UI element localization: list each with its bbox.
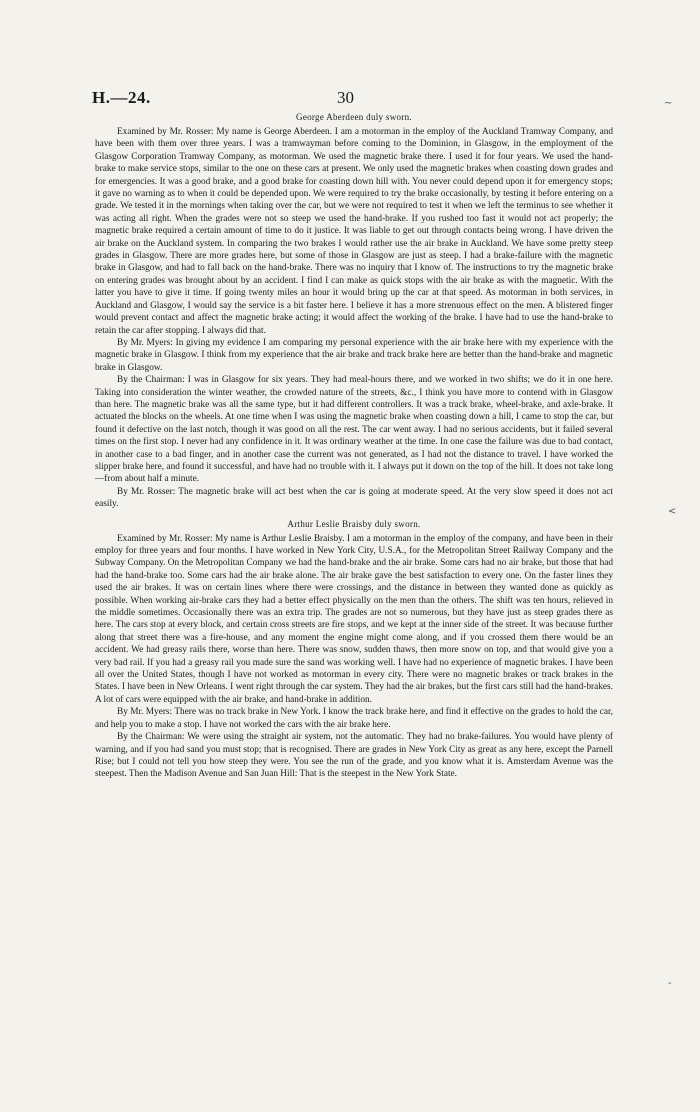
- document-body: [95, 112, 613, 781]
- section-title-aberdeen: [95, 112, 613, 122]
- paragraph: By Mr. Myers: In giving my evidence I am comparing my personal experience with the air brake here with my experience with the magnetic brake in Glasgow. I think from my experience that the air brake and track brake here are better than the hand-brake and magnetic brake in Glasgow.: [95, 337, 613, 373]
- section-title-text: George Aberdeen duly sworn.: [296, 112, 412, 122]
- page-number: 30: [337, 88, 354, 107]
- margin-mark-top: ~: [664, 98, 673, 109]
- paragraph: By the Chairman: I was in Glasgow for six years. They had meal-hours there, and we worked in two shifts; we do it in one here. Taking into consideration the winter weather, the crowded nature of the streets, &c., I think you have more to contend with in Glasgow than here. The magnetic brake was all the same type, but it had different controllers. It was a track brake, wheel-brake, and axle-brake. It actuated the blocks on the wheels. At one time when I was using the magnetic brake when coasting down a hill, I came to stop the car, but found it defective on the last notch, though it was good on all the rest. The car went away. I had no serious accidents, but it failed several times on the first stop. I never had any confidence in it. It was ordinary weather at the time. In one case the failure was due to bad contact, in another case to a bad finger, and in another case the current was not generated, as I had not the distance to travel. I have worked the slipper brake here, and found it successful, and have had no trouble with it. I always put it down on the top of the hill. It does not take long—from about half a minute.: [95, 375, 613, 485]
- margin-mark-middle: <: [668, 506, 677, 517]
- document-reference: H.—24.: [92, 88, 151, 107]
- page-header: [92, 88, 612, 108]
- paragraph: By the Chairman: We were using the straight air system, not the automatic. They had no brake-failures. You would have plenty of warning, and if you had sand you must stop; that is recognised. There are grades in New York City as great as any here, except the Parnell Rise; but I could not tell you how steep they were. You see the run of the grade, and you know what it is. Amsterdam Avenue was the steepest. Then the Madison Avenue and San Juan Hill: That is the steepest in the New York State.: [95, 732, 613, 780]
- margin-mark-bottom: -: [668, 978, 672, 989]
- paragraph: By Mr. Myers: There was no track brake in New York. I know the track brake here, and find it effective on the grades to hold the car, and help you to make a stop. I have not worked the cars with the air brake here.: [95, 707, 613, 730]
- paragraph: Examined by Mr. Rosser: My name is Arthur Leslie Braisby. I am a motorman in the employ of the company, and have been in their employ for three years and four months. I have worked in New York City, U.S.A., for the Metropolitan Street Railway Company and the Subway Company. On the Metropolitan Company we had the hand-brake and the air brake. Some cars had no air brake, but those that had had the hand-brake too. Some cars had the air brake alone. The air brake gave the best satisfaction to every one. On the faster lines they used the air brakes. It was on certain lines where there were crossings, and the distance in between they wanted done as quickly as possible. When working air-brake cars they had a better effect physically on the men than the others. The shift was ten hours, relieved in the middle sometimes. Occasionally there was an extra trip. The grades are not so numerous, but they have just as steep grades there as here. The cars stop at every block, and certain cross streets are fire stops, and we kept at the inner side of the street. It was because further along that street there was a fire-house, and any moment the engine might come along, and if you crossed them there would be an accident. We had greasy rails there, worse than here. There was snow, sudden thaws, then more snow on top, and that would give you a very bad rail. If you had a greasy rail you made sure the sand was working well. I have had no experience of magnetic brakes. I have been all over the United States, though I have not worked as motorman in every city. There were no magnetic brakes or track brakes in the States. I have been in New Orleans. I went right through the car system. They had the air brakes, but the first cars still had the hand-brakes. A lot of cars were equipped with the air brake, and hand-brake in addition.: [95, 533, 613, 705]
- section-title-braisby: [95, 519, 613, 529]
- paragraph: By Mr. Rosser: The magnetic brake will act best when the car is going at moderate speed. At the very slow speed it does not act easily.: [95, 486, 613, 510]
- paragraph: Examined by Mr. Rosser: My name is George Aberdeen. I am a motorman in the employ of the Auckland Tramway Company, and have been with them over three years. I was a tramwayman before coming to the Dominion, in Glasgow, in the employment of the Glasgow Corporation Tramway Company, as motorman. We used the magnetic brake there. I used it for four years. We used the hand-brake to make service stops, similar to the one on these cars at present. We only used the magnetic brakes when coasting down grades and for emergencies. It was a good brake, and a good brake for coasting down hill with. You never could depend upon it for emergency stops; it gave no warning as to when it could be depended upon. We were required to try the brake occasionally, by testing it before entering on a grade. We tested it in the mornings when taking over the car, but we were not required to test it when we left the terminus to see whether it was acting all right. When the grades were not so steep we used the hand-brake. If you rushed too fast it would not act properly; the magnetic brake required a certain amount of time to do it justice. It was liable to get out through contacts being wrong. I have driven the air brake on the Auckland system. In comparing the two brakes I would rather use the air brake in Auckland. We have some pretty steep grades in Glasgow. There are more grades here, but some of those in Glasgow are just as steep. I had a brake-failure with the magnetic brake in Glasgow, and had to fall back on the hand-brake. There was no inquiry that I know of. The instructions to try the magnetic brake on entering grades was brought about by an accident. I find I can make as quick stops with the air brake as with the magnetic. With the latter you have to give it time. If going twenty miles an hour it would bring up the car at that speed. As motorman in both services, in Auckland and Glasgow, I would say the service is a bit faster here. I believe it has a more strenuous effect on the men. A blistered finger would prevent contact and affect the magnetic brake acting; it would affect the working of the brake. I have had to use the hand-brake to retain the car after stopping. I always did that.: [95, 127, 613, 336]
- section-gap: [95, 511, 613, 519]
- section-title-text: Arthur Leslie Braisby duly sworn.: [287, 518, 421, 529]
